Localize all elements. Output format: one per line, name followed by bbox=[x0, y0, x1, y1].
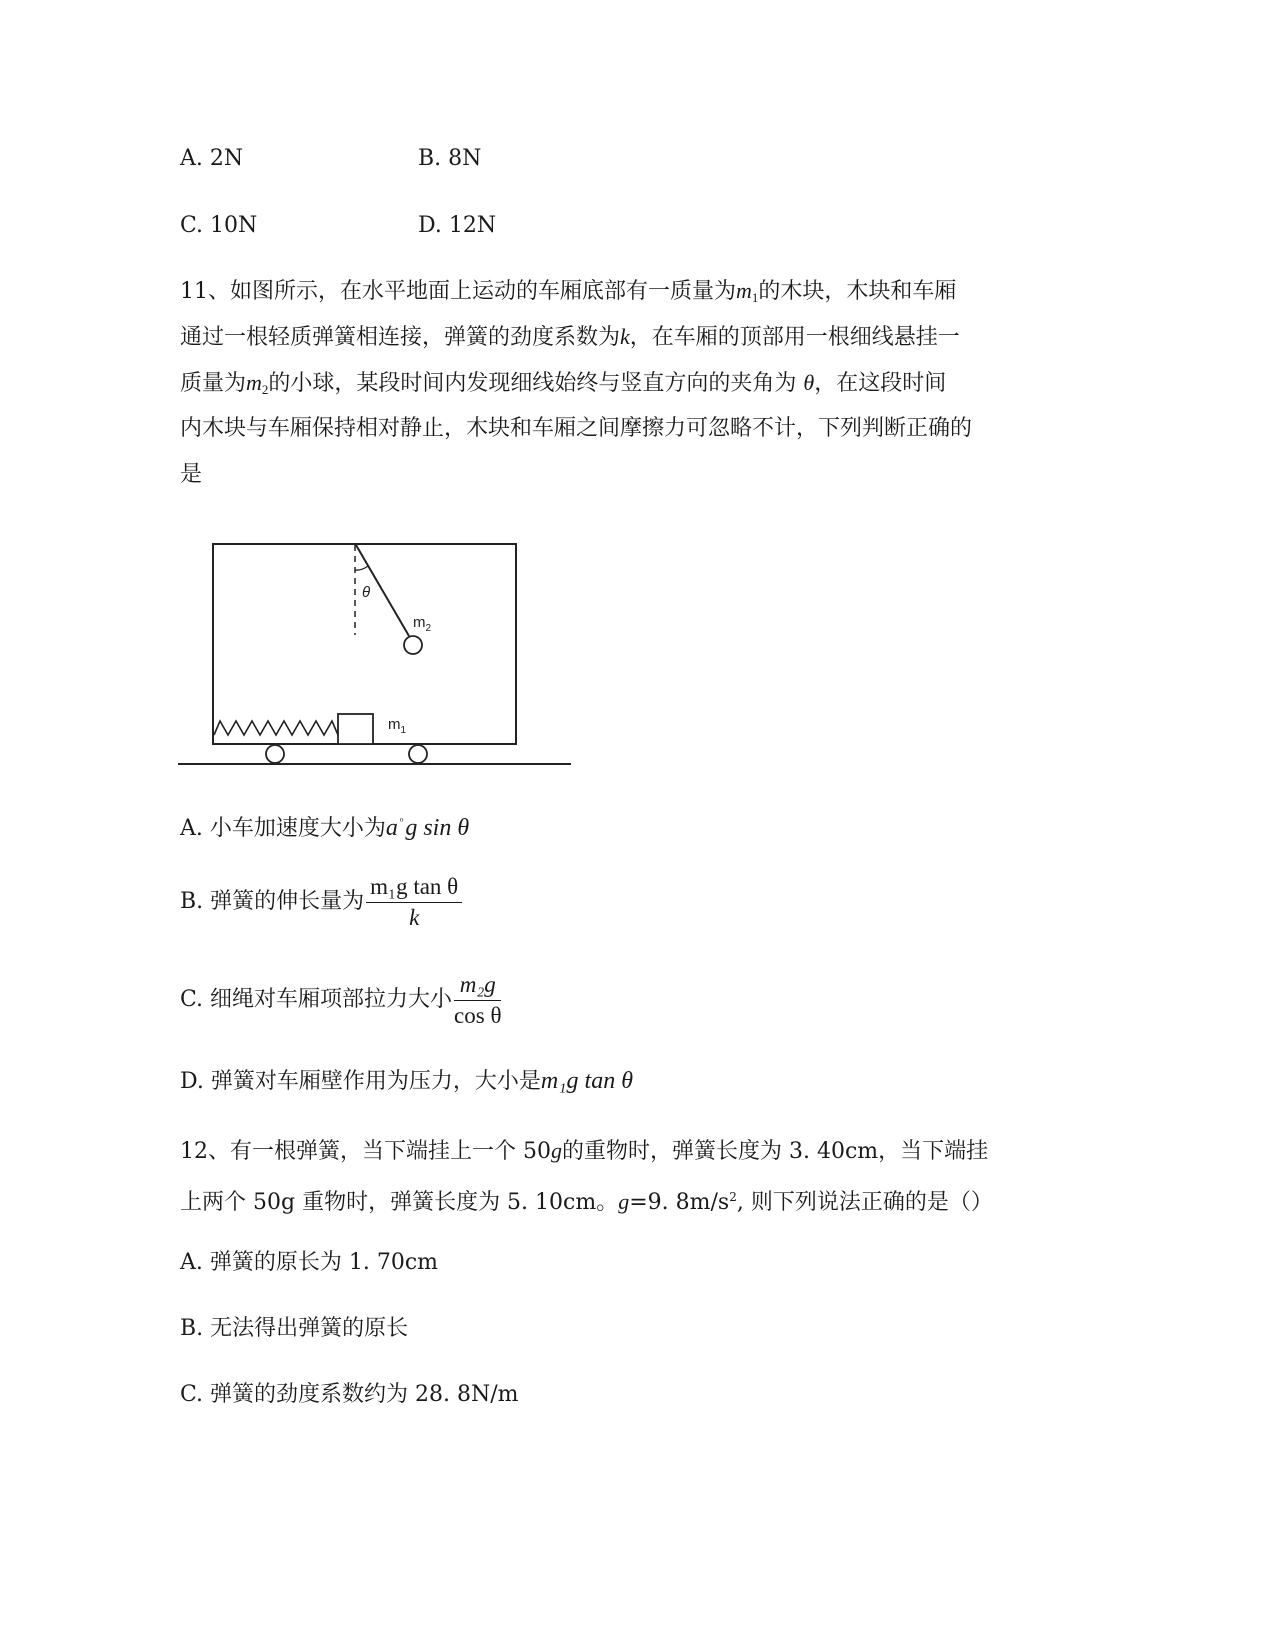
q11-stem-line-1: 11、如图所示，在水平地面上运动的车厢底部有一质量为$m_1$的木块，木块和车厢 bbox=[180, 278, 957, 305]
q11-option-a: A. 小车加速度大小为a $^ᵒ$g sin θ bbox=[180, 814, 470, 841]
q11-figure bbox=[176, 535, 576, 775]
angle-arc bbox=[355, 566, 368, 570]
m1-label: $m_1$ bbox=[388, 716, 407, 736]
q12-option-a: A. 弹簧的原长为 1. 70cm bbox=[180, 1250, 439, 1275]
wheel-left bbox=[266, 745, 284, 763]
block-m1 bbox=[338, 714, 373, 744]
q11-option-d: D. 弹簧对车厢壁作用为压力，大小是m₁g tan θ bbox=[180, 1068, 633, 1094]
fraction-c: $\frac{\text{m₂g}}{\text{cos θ}}$ bbox=[454, 971, 502, 1028]
q12-option-b: B. 无法得出弹簧的原长 bbox=[180, 1316, 409, 1341]
q11-option-c: C. 细绳对车厢项部拉力大小 $\frac{\text{m₂g}}{\text{cos θ}}$ bbox=[180, 971, 502, 1028]
q11-stem-line-3: 质量为$m_2$的小球，某段时间内发现细线始终与竖直方向的夹角为 θ，在这段时间 bbox=[180, 370, 947, 397]
q11-stem-line-5: 是 bbox=[180, 462, 203, 487]
theta-label: θ bbox=[362, 584, 371, 601]
q12-stem-line-1: 12、有一根弹簧，当下端挂上一个 50g的重物时，弹簧长度为 3. 40cm，当下端挂 bbox=[180, 1138, 989, 1164]
q11-stem-line-4: 内木块与车厢保持相对静止，木块和车厢之间摩擦力可忽略不计，下列判断正确的 bbox=[180, 416, 973, 441]
spring bbox=[214, 721, 338, 735]
m2-label: $m_2$ bbox=[413, 614, 432, 634]
q10-option-d: D. 12N bbox=[418, 213, 497, 238]
q10-option-c: C. 10N bbox=[180, 213, 258, 238]
q12-stem-line-2: 上两个 50g 重物时，弹簧长度为 5. 10cm。g=9. $8m/s^2$, 则下列说法正确的是（） bbox=[180, 1189, 993, 1215]
wheel-right bbox=[409, 745, 427, 763]
ball-m2 bbox=[404, 636, 422, 654]
q10-option-b: B. 8N bbox=[418, 146, 482, 171]
fraction-b: $\frac{\text{m₁g tan θ}}{k}$ bbox=[366, 874, 462, 931]
q10-option-a: A. 2N bbox=[180, 146, 244, 171]
q12-option-c: C. 弹簧的劲度系数约为 28. 8N/m bbox=[180, 1382, 519, 1407]
q11-option-b: B. 弹簧的伸长量为 $\frac{\text{m₁g tan θ}}{k}$ bbox=[180, 872, 462, 932]
q11-stem-line-2: 通过一根轻质弹簧相连接，弹簧的劲度系数为k，在车厢的顶部用一根细线悬挂一 bbox=[180, 324, 960, 350]
